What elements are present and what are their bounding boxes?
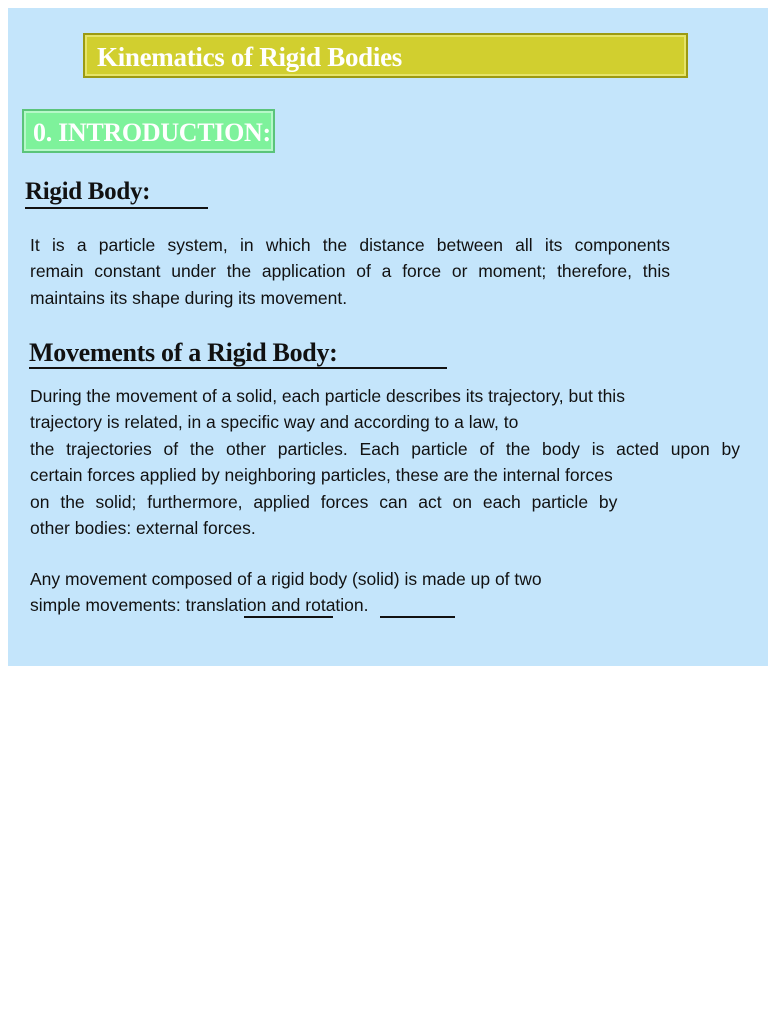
summary-paragraph [30, 566, 670, 619]
section-label-box [22, 109, 275, 153]
paragraph-line: Any movement composed of a rigid body (solid) is made up of two [30, 569, 542, 589]
paragraph-line: the trajectories of the other particles. Each particle of the body is acted upon by [30, 438, 740, 459]
paragraph-line: other bodies: external forces. [30, 518, 256, 539]
rigid-body-heading: Rigid Body: [25, 178, 151, 205]
paragraph-line: simple movements: translation and rotation. [30, 595, 369, 616]
paragraph-line: certain forces applied by neighboring particles, these are the internal forces [30, 465, 613, 486]
paragraph-line: remain constant under the application of a force or moment; therefore, this [30, 261, 670, 282]
movements-heading-underline [29, 367, 447, 369]
rotation-underline [380, 616, 455, 618]
paragraph-line: trajectory is related, in a specific way and according to a law, to [30, 412, 519, 433]
translation-underline [244, 616, 333, 618]
rigid-body-paragraph [30, 232, 670, 311]
movements-heading: Movements of a Rigid Body: [29, 338, 338, 367]
rigid-body-heading-underline [25, 207, 208, 209]
movements-paragraph [30, 383, 740, 541]
paragraph-line: During the movement of a solid, each particle describes its trajectory, but this [30, 386, 625, 406]
paragraph-line: on the solid; furthermore, applied forces can act on each particle by [30, 491, 618, 512]
slide-panel [8, 8, 768, 666]
paragraph-line: It is a particle system, in which the distance between all its components [30, 235, 670, 255]
slide-title: Kinematics of Rigid Bodies [97, 42, 402, 72]
title-banner [83, 33, 688, 78]
section-label: 0. INTRODUCTION: [33, 118, 271, 147]
paragraph-line: maintains its shape during its movement. [30, 287, 348, 308]
